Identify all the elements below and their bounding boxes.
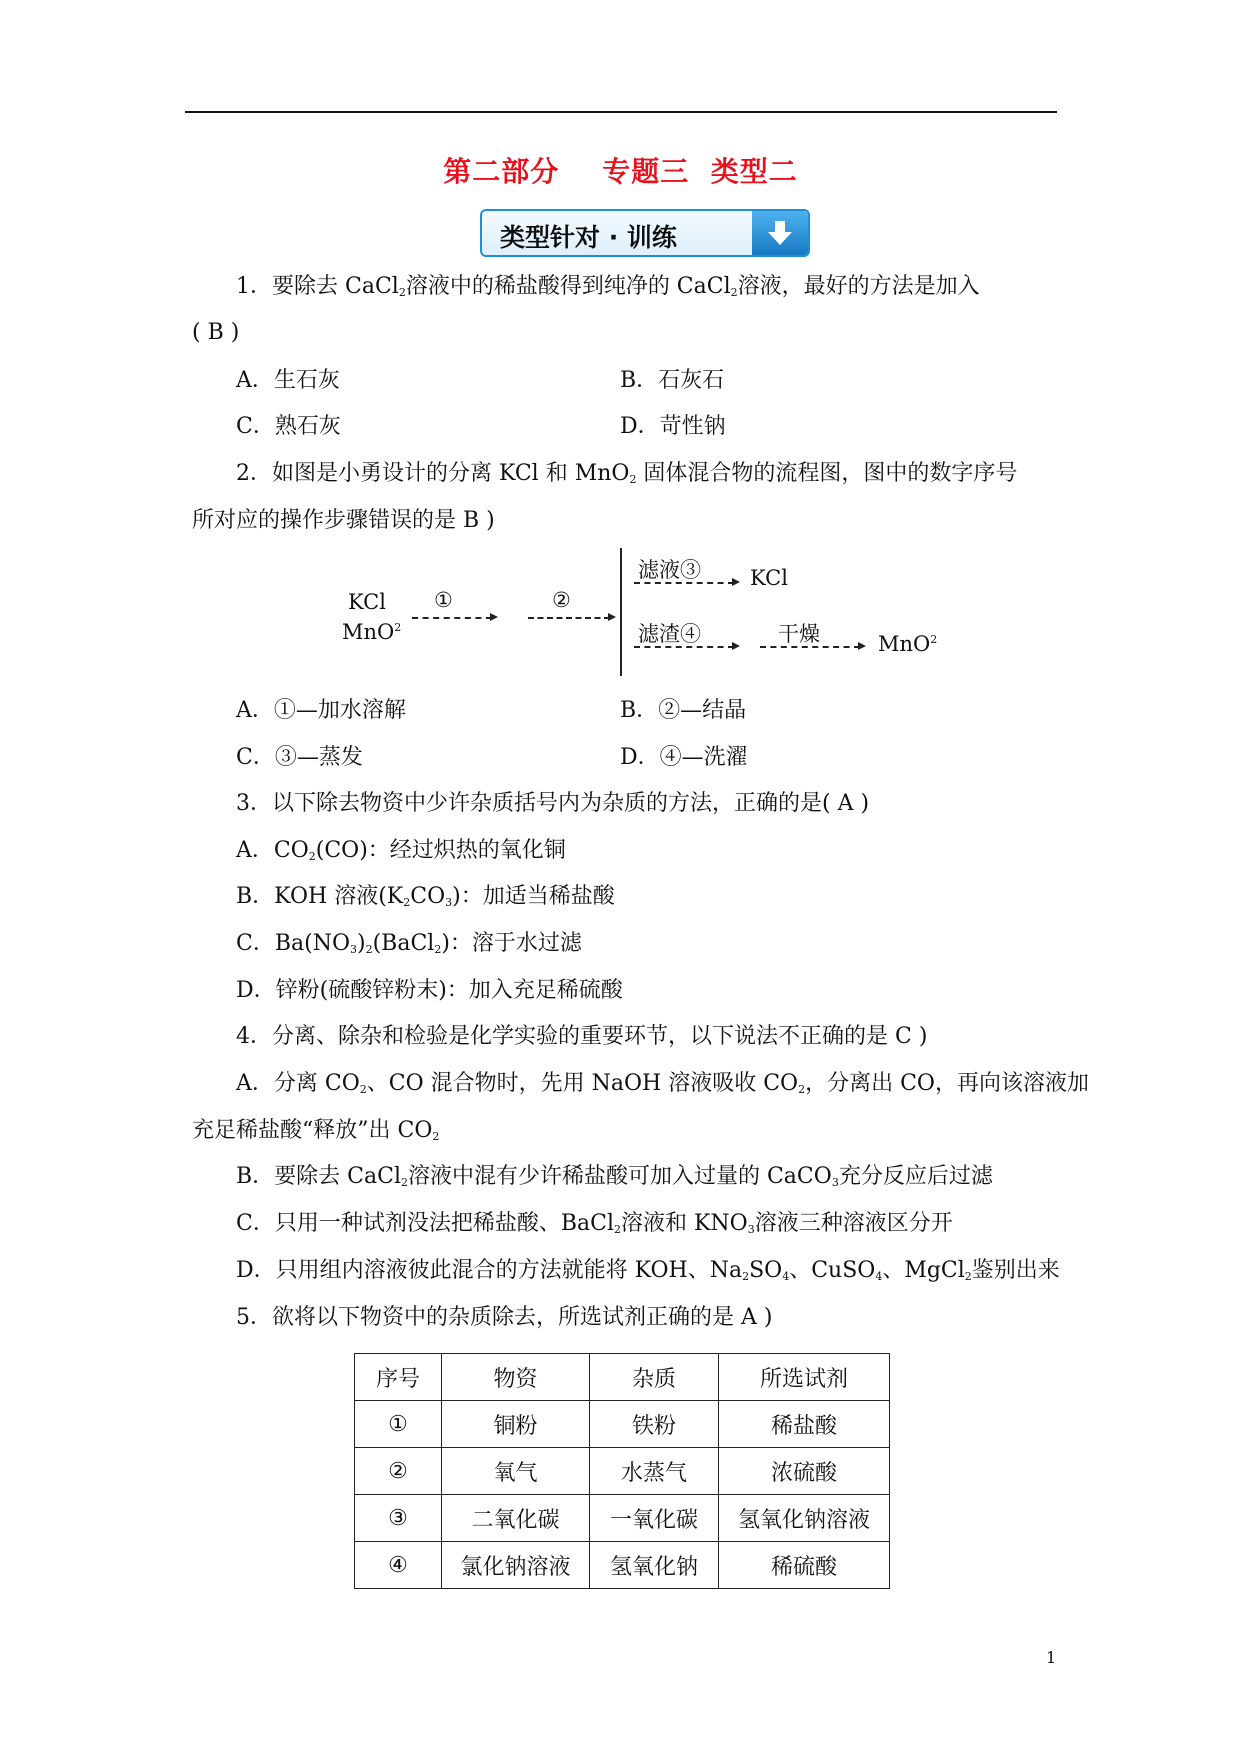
page-title: 第二部分 专题三 类型二 xyxy=(443,155,798,188)
q5-table xyxy=(354,1353,890,1589)
q1-option-d: D．苛性钠 xyxy=(620,414,726,439)
flow-step2-label: ② xyxy=(552,588,571,612)
q1-stem: 1．要除去 CaCl$_2$溶液中的稀盐酸得到纯净的 CaCl$_2$溶液，最好的方法是加入 xyxy=(236,274,980,299)
flow-filtrate-label: 滤液③ xyxy=(638,558,701,582)
table-cell: 铜粉 xyxy=(442,1401,590,1448)
flow-residue-label: 滤渣④ xyxy=(638,622,701,646)
q2-stem-line2: 所对应的操作步骤错误的是 B ) xyxy=(192,508,495,533)
q2-option-a: A．①—加水溶解 xyxy=(236,698,406,723)
flow-arrow-1 xyxy=(412,617,492,619)
table-cell: ④ xyxy=(355,1542,442,1589)
table-cell: 稀盐酸 xyxy=(719,1401,890,1448)
table-row xyxy=(355,1448,890,1495)
q4-option-b: B．要除去 CaCl$_2$溶液中混有少许稀盐酸可加入过量的 CaCO$_3$充分反应后过滤 xyxy=(236,1164,993,1189)
table-row xyxy=(355,1495,890,1542)
table-cell: 二氧化碳 xyxy=(442,1495,590,1542)
flow-diagram xyxy=(330,548,950,678)
q3-option-c: C．$Ba(NO_3)_2(BaCl_2)$：溶于水过滤 xyxy=(236,931,582,956)
page-number: 1 xyxy=(1046,1648,1057,1667)
q3-option-b: B．KOH 溶液$(K_2CO_3)$：加适当稀盐酸 xyxy=(236,884,615,909)
section-banner xyxy=(480,209,810,257)
flow-arrow-2 xyxy=(528,617,610,619)
table-cell: 氧气 xyxy=(442,1448,590,1495)
table-cell: 稀硫酸 xyxy=(719,1542,890,1589)
flow-branch-bar xyxy=(620,548,622,676)
table-row xyxy=(355,1401,890,1448)
table-cell: 水蒸气 xyxy=(590,1448,719,1495)
flow-result-mno2: MnO$^2$ xyxy=(878,632,938,656)
q1-answer: ( B ) xyxy=(192,320,240,345)
flow-arrowhead-1 xyxy=(490,613,498,621)
q3-option-a: A．$CO_2(CO)$：经过炽热的氧化铜 xyxy=(236,838,566,863)
flow-arrow-3 xyxy=(634,582,734,584)
header-rule xyxy=(185,111,1057,113)
table-header-cell: 序号 xyxy=(355,1354,442,1401)
q3-stem: 3．以下除去物资中少许杂质括号内为杂质的方法，正确的是( A ) xyxy=(236,791,870,816)
q4-stem: 4．分离、除杂和检验是化学实验的重要环节，以下说法不正确的是 C ) xyxy=(236,1024,928,1049)
flow-dry-label: 干燥 xyxy=(778,622,820,646)
q5-stem: 5．欲将以下物资中的杂质除去，所选试剂正确的是 A ) xyxy=(236,1305,773,1330)
table-cell: 铁粉 xyxy=(590,1401,719,1448)
q3-option-d: D．锌粉(硫酸锌粉末)：加入充足稀硫酸 xyxy=(236,978,623,1003)
table-cell: 浓硫酸 xyxy=(719,1448,890,1495)
q1-option-a: A．生石灰 xyxy=(236,368,340,393)
table-header-cell: 物资 xyxy=(442,1354,590,1401)
flow-arrow-4 xyxy=(634,646,734,648)
q4-option-a: A．分离 $CO_2$、CO 混合物时，先用 NaOH 溶液吸收 $CO_2$，分离出 CO，再向该溶液加 xyxy=(236,1071,1089,1096)
table-cell: 一氧化碳 xyxy=(590,1495,719,1542)
q1-option-b: B．石灰石 xyxy=(620,368,725,393)
flow-input-kcl: KCl xyxy=(348,590,386,614)
table-cell: ② xyxy=(355,1448,442,1495)
table-cell: 氯化钠溶液 xyxy=(442,1542,590,1589)
down-arrow-icon xyxy=(752,211,808,255)
flow-result-kcl: KCl xyxy=(750,566,788,590)
flow-arrowhead-5 xyxy=(858,642,866,650)
table-header-row xyxy=(355,1354,890,1401)
table-cell: 氢氧化钠溶液 xyxy=(719,1495,890,1542)
q2-option-b: B．②—结晶 xyxy=(620,698,747,723)
table-header-cell: 杂质 xyxy=(590,1354,719,1401)
flow-arrowhead-3 xyxy=(732,578,740,586)
table-cell: ③ xyxy=(355,1495,442,1542)
flow-input-mno2: MnO$^2$ xyxy=(342,620,402,644)
flow-step1-label: ① xyxy=(434,588,453,612)
flow-arrow-5 xyxy=(760,646,860,648)
table-header-cell: 所选试剂 xyxy=(719,1354,890,1401)
flow-arrowhead-4 xyxy=(732,642,740,650)
table-cell: 氢氧化钠 xyxy=(590,1542,719,1589)
q1-option-c: C．熟石灰 xyxy=(236,414,341,439)
q2-option-c: C．③—蒸发 xyxy=(236,745,363,770)
q2-stem: 2．如图是小勇设计的分离 KCl 和 MnO$_2$ 固体混合物的流程图，图中的数字序号 xyxy=(236,461,1018,486)
q2-option-d: D．④—洗濯 xyxy=(620,745,748,770)
q4-option-d: D．只用组内溶液彼此混合的方法就能将 KOH、$Na_2SO_4$、CuSO$_4$、MgCl$_2$鉴别出来 xyxy=(236,1258,1060,1283)
flow-arrowhead-2 xyxy=(608,613,616,621)
banner-label: 类型针对 · 训练 xyxy=(500,223,677,252)
table-row xyxy=(355,1542,890,1589)
table-cell: ① xyxy=(355,1401,442,1448)
q4-option-c: C．只用一种试剂没法把稀盐酸、BaCl$_2$溶液和 $KNO_3$溶液三种溶液区分开 xyxy=(236,1211,953,1236)
q4-option-a-cont: 充足稀盐酸“释放”出 $CO_2$ xyxy=(192,1118,440,1143)
